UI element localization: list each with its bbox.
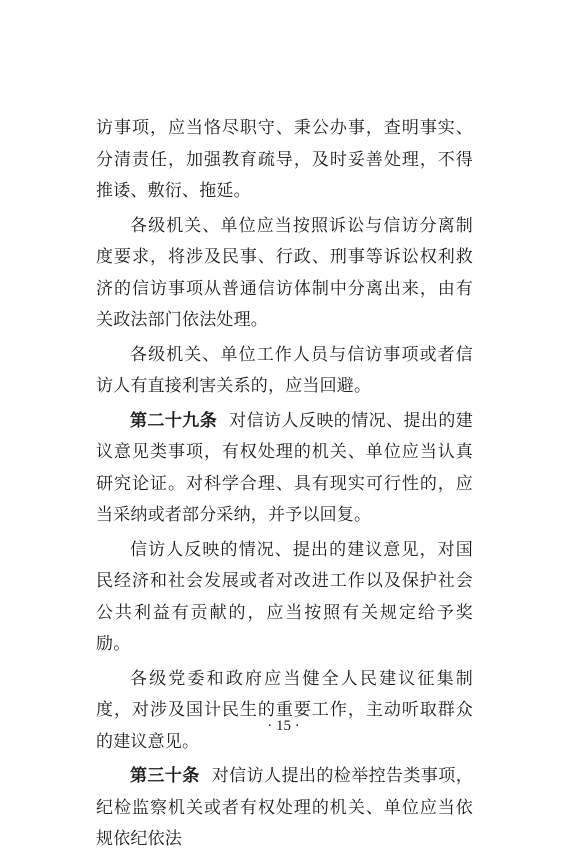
paragraph-5-text: 信访人反映的情况、提出的建议意见，对国民经济和社会发展或者对改进工作以及保护社会公共利益有贡献的，应当按照有关规定给予奖励。 (96, 539, 473, 654)
paragraph-2-text: 各级机关、单位应当按照诉讼与信访分离制度要求，将涉及民事、行政、刑事等诉讼权利救济的信访事项从普通信访体制中分离出来，由有关政法部门依法处理。 (96, 215, 473, 330)
document-body (96, 113, 473, 856)
paragraph-2 (96, 211, 473, 337)
paragraph-3 (96, 340, 473, 403)
article-30-number: 第三十条 (130, 766, 200, 786)
paragraph-1 (96, 113, 473, 208)
paragraph-5 (96, 535, 473, 661)
article-29-number: 第二十九条 (130, 410, 218, 431)
article-29 (96, 406, 473, 532)
paragraph-6-text: 各级党委和政府应当健全人民建议征集制度，对涉及国计民生的重要工作，主动听取群众的建议意见。 (96, 668, 473, 752)
article-30-text: 对信访人提出的检举控告类事项，纪检监察机关或者有权处理的机关、单位应当依规依纪依法 (96, 766, 473, 849)
paragraph-3-text: 各级机关、单位工作人员与信访事项或者信访人有直接利害关系的，应当回避。 (96, 344, 473, 396)
paragraph-1-text: 访事项，应当恪尽职守、秉公办事，查明事实、分清责任，加强教育疏导，及时妥善处理，不得推诿、敷衍、拖延。 (96, 118, 473, 201)
article-30 (96, 761, 473, 856)
article-29-text: 对信访人反映的情况、提出的建议意见类事项，有权处理的机关、单位应当认真研究论证。对科学合理、具有现实可行性的，应当采纳或者部分采纳，并予以回复。 (96, 410, 473, 525)
paragraph-6 (96, 664, 473, 759)
page-number: · 15 · (267, 718, 300, 734)
